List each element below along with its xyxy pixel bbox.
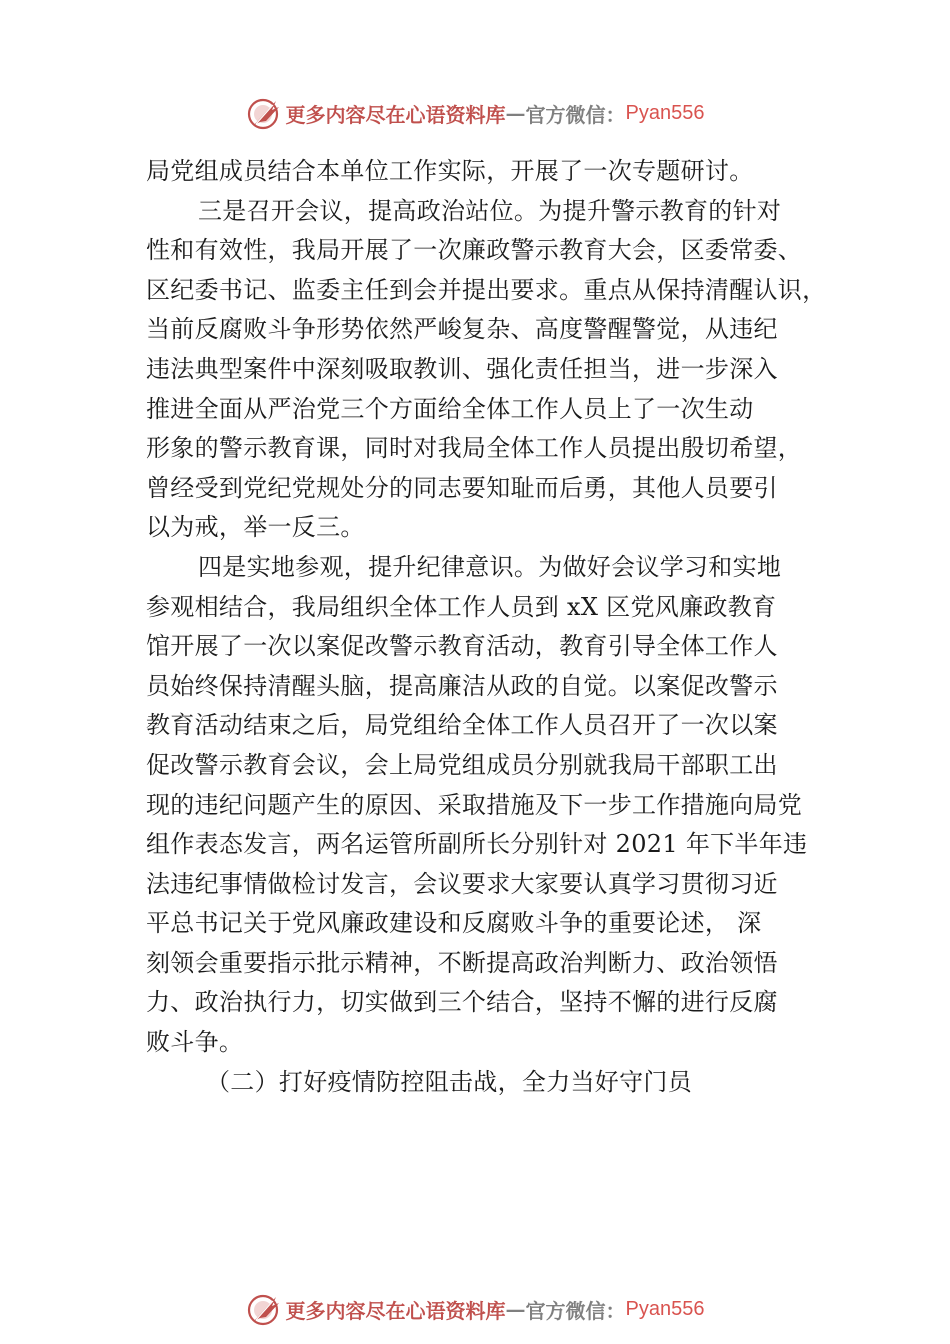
body-line: 当前反腐败斗争形势依然严峻复杂、高度警醒警觉，从违纪 [146, 315, 778, 344]
body-line: 促改警示教育会议，会上局党组成员分别就我局干部职工出 [146, 750, 778, 779]
watermark-separator: — [505, 101, 526, 125]
body-line: 教育活动结束之后，局党组给全体工作人员召开了一次以案 [146, 711, 778, 740]
body-line: 法违纪事情做检讨发言，会议要求大家要认真学习贯彻习近 [146, 869, 778, 898]
body-line: 区纪委书记、监委主任到会并提出要求。重点从保持清醒认识， [146, 275, 827, 304]
body-line: 局党组成员结合本单位工作实际，开展了一次专题研讨。 [146, 157, 754, 185]
paragraph-3-start: 三是召开会议，提高政治站位。为提升警示教育的针对 [198, 196, 782, 225]
body-line: 形象的警示教育课，同时对我局全体工作人员提出殷切希望， [146, 434, 803, 463]
body-line: 力、政治执行力，切实做到三个结合，坚持不懈的进行反腐 [146, 988, 778, 1017]
watermark-wechat-id: Pyan556 [625, 1297, 705, 1320]
body-line: 推进全面从严治党三个方面给全体工作人员上了一次生动 [146, 394, 754, 423]
quill-logo-icon [246, 95, 282, 131]
quill-logo-icon [246, 1291, 282, 1327]
paragraph-4-start: 四是实地参观，提升纪律意识。为做好会议学习和实地 [198, 552, 782, 581]
footer-watermark [0, 1289, 950, 1329]
body-line: 以为戒，举一反三。 [146, 513, 365, 542]
body-line: 败斗争。 [146, 1028, 244, 1057]
watermark-wechat-label: 官方微信： [525, 102, 626, 127]
section-heading: （二）打好疫情防控阻击战，全力当好守门员 [206, 1067, 692, 1096]
watermark-main-text: 更多内容尽在心语资料库 [285, 1298, 506, 1323]
header-watermark [0, 93, 950, 133]
document-body [146, 152, 836, 1102]
body-line: 馆开展了一次以案促改警示教育活动，教育引导全体工作人 [146, 632, 778, 661]
watermark-wechat-label: 官方微信： [525, 1298, 626, 1323]
watermark-separator: — [505, 1297, 526, 1321]
body-line: 参观相结合，我局组织全体工作人员到 xX 区党风廉政教育 [146, 592, 777, 621]
body-line: 刻领会重要指示批示精神，不断提高政治判断力、政治领悟 [146, 948, 778, 977]
body-line: 违法典型案件中深刻吸取教训、强化责任担当，进一步深入 [146, 354, 778, 383]
body-line: 曾经受到党纪党规处分的同志要知耻而后勇，其他人员要引 [146, 473, 778, 502]
body-line: 性和有效性，我局开展了一次廉政警示教育大会，区委常委、 [146, 236, 803, 265]
body-line: 平总书记关于党风廉政建设和反腐败斗争的重要论述， 深 [146, 909, 762, 938]
body-line: 现的违纪问题产生的原因、采取措施及下一步工作措施向局党 [146, 790, 803, 819]
watermark-wechat-id: Pyan556 [625, 101, 705, 124]
watermark-main-text: 更多内容尽在心语资料库 [285, 102, 506, 127]
body-line: 组作表态发言，两名运管所副所长分别针对 2021 年下半年违 [146, 830, 808, 859]
body-line: 员始终保持清醒头脑，提高廉洁从政的自觉。以案促改警示 [146, 671, 778, 700]
